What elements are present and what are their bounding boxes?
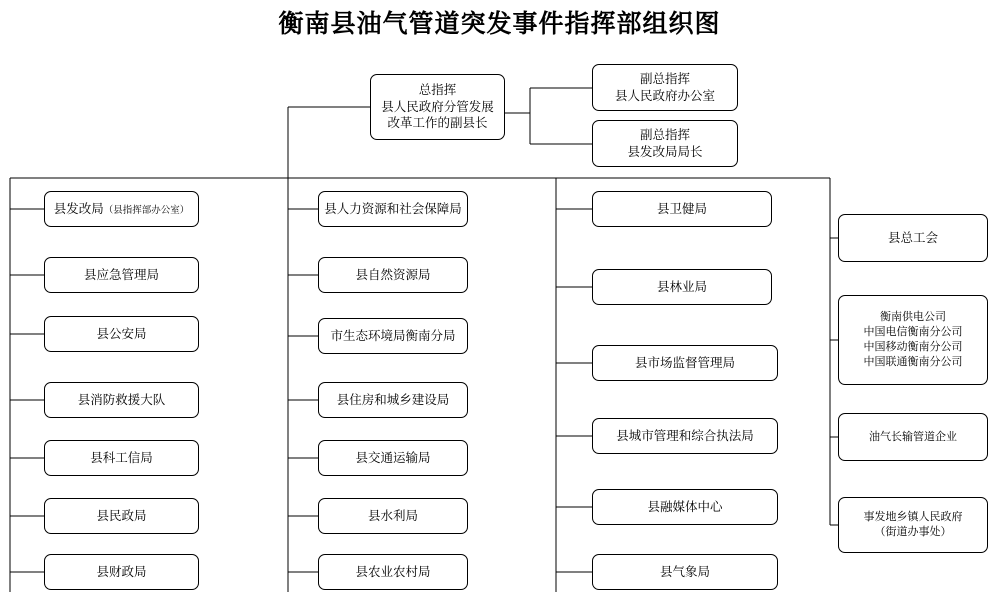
node-col4-item-4-line-2: （街道办事处） xyxy=(874,526,952,538)
node-deputy-1-line-2: 县人民政府办公室 xyxy=(614,88,715,103)
node-col1-item-4[interactable] xyxy=(44,382,199,418)
node-col2-item-3-label: 市生态环境局衡南分局 xyxy=(330,328,456,343)
node-col2-item-7[interactable] xyxy=(318,554,468,590)
node-col4-item-4-line-1: 事发地乡镇人民政府 xyxy=(863,511,963,524)
node-col2-item-5-label: 县交通运输局 xyxy=(355,450,431,465)
node-col1-item-1-label: 县发改局（县指挥部办公室） xyxy=(53,201,190,216)
node-col2-item-5[interactable] xyxy=(318,440,468,476)
node-col4-item-2-line-2: 中国电信衡南分公司 xyxy=(863,326,963,339)
node-col1-item-6[interactable] xyxy=(44,498,199,534)
node-col2-item-1-label: 县人力资源和社会保障局 xyxy=(324,201,462,216)
node-col2-item-4-label: 县住房和城乡建设局 xyxy=(336,392,450,407)
node-col2-item-4[interactable] xyxy=(318,382,468,418)
node-col3-item-6[interactable] xyxy=(592,554,778,590)
node-col1-item-2-label: 县应急管理局 xyxy=(83,267,159,282)
node-col4-item-1-line-1: 县总工会 xyxy=(887,230,938,245)
node-col4-item-2-line-3: 中国移动衡南分公司 xyxy=(863,341,963,353)
node-col4-item-2[interactable] xyxy=(838,295,988,385)
node-commander-line-1: 总指挥 xyxy=(418,82,457,97)
node-col1-item-2[interactable] xyxy=(44,257,199,293)
node-col3-item-2[interactable] xyxy=(592,269,772,305)
node-col3-item-5-label: 县融媒体中心 xyxy=(647,499,723,514)
node-col1-item-7[interactable] xyxy=(44,554,199,590)
node-col2-item-3[interactable] xyxy=(318,318,468,354)
node-col1-item-1[interactable] xyxy=(44,191,199,227)
node-col2-item-7-label: 县农业农村局 xyxy=(355,564,431,579)
node-col2-item-2-label: 县自然资源局 xyxy=(355,267,431,282)
node-col4-item-1[interactable] xyxy=(838,214,988,262)
node-col3-item-6-label: 县气象局 xyxy=(659,564,710,579)
node-col3-item-2-label: 县林业局 xyxy=(656,279,707,294)
node-col2-item-2[interactable] xyxy=(318,257,468,293)
node-col2-item-6[interactable] xyxy=(318,498,468,534)
node-col1-item-5[interactable] xyxy=(44,440,199,476)
node-commander[interactable] xyxy=(370,74,505,140)
node-col1-item-3-label: 县公安局 xyxy=(96,326,147,341)
node-col4-item-3-line-1: 油气长输管道企业 xyxy=(869,430,957,443)
node-col1-item-3[interactable] xyxy=(44,316,199,352)
node-col1-item-7-label: 县财政局 xyxy=(96,564,147,579)
node-col2-item-1[interactable] xyxy=(318,191,468,227)
node-col3-item-3[interactable] xyxy=(592,345,778,381)
node-commander-line-2: 县人民政府分管发展 xyxy=(381,99,494,114)
node-col3-item-5[interactable] xyxy=(592,489,778,525)
node-col3-item-4-label: 县城市管理和综合执法局 xyxy=(616,428,754,443)
page-title: 衡南县油气管道突发事件指挥部组织图 xyxy=(278,9,721,38)
node-col3-item-4[interactable] xyxy=(592,418,778,454)
node-col4-item-4[interactable] xyxy=(838,497,988,553)
node-col4-item-3[interactable] xyxy=(838,413,988,461)
node-col4-item-2-line-4: 中国联通衡南分公司 xyxy=(863,355,963,368)
node-col4-item-2-line-1: 衡南供电公司 xyxy=(880,311,946,324)
node-col3-item-3-label: 县市场监督管理局 xyxy=(634,355,735,370)
node-col1-item-5-label: 县科工信局 xyxy=(90,450,153,465)
node-deputy-1-line-1: 副总指挥 xyxy=(639,71,690,86)
node-col2-item-6-label: 县水利局 xyxy=(367,508,418,523)
node-col1-item-6-label: 县民政局 xyxy=(96,508,147,523)
node-deputy-2-line-1: 副总指挥 xyxy=(639,127,690,142)
node-deputy-2-line-2: 县发改局局长 xyxy=(627,144,703,159)
node-deputy-commander-1[interactable] xyxy=(592,64,738,111)
node-deputy-commander-2[interactable] xyxy=(592,120,738,167)
node-col3-item-1-label: 县卫健局 xyxy=(656,201,707,216)
node-col1-item-4-label: 县消防救援大队 xyxy=(77,392,166,407)
node-commander-line-3: 改革工作的副县长 xyxy=(387,116,488,131)
node-col3-item-1[interactable] xyxy=(592,191,772,227)
